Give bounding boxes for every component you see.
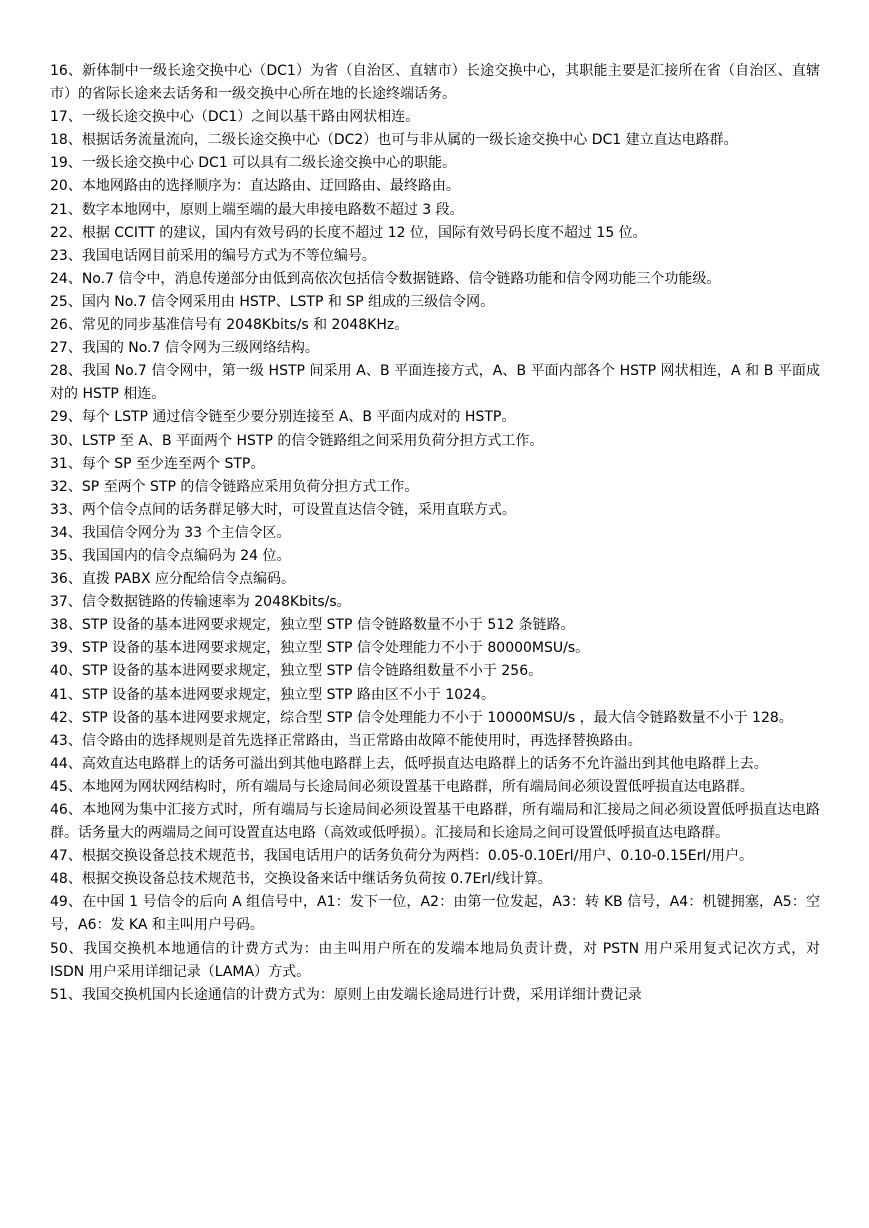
list-item: 31、每个 SP 至少连至两个 STP。: [50, 455, 265, 472]
list-item: 17、一级长途交换中心（DC1）之间以基干路由网状相连。: [50, 109, 420, 126]
list-item: 46、本地网为集中汇接方式时，所有端局与长途局间必须设置基干电路群，所有端局和汇接局之间必须设置低呼损直达电路群。话务量大的两端局之间可设置直达电路（高效或低呼损）。汇接局和长途局之间可设置低呼损直达电路群。: [50, 802, 820, 842]
list-item: 20、本地网路由的选择顺序为：直达路由、迂回路由、最终路由。: [50, 178, 460, 195]
list-item: 45、本地网为网状网结构时，所有端局与长途局间必须设置基干电路群，所有端局间必须设置低呼损直达电路群。: [50, 778, 754, 795]
list-item: 48、根据交换设备总技术规范书，交换设备来话中继话务负荷按 0.7Erl/线计算。: [50, 871, 552, 888]
list-item: 21、数字本地网中，原则上端至端的最大串接电路数不超过 3 段。: [50, 201, 464, 218]
list-item: 47、根据交换设备总技术规范书，我国电话用户的话务负荷分为两档：0.05-0.10Erl/用户、0.10-0.15Erl/用户。: [50, 848, 754, 865]
list-item: 29、每个 LSTP 通过信令链至少要分别连接至 A、B 平面内成对的 HSTP。: [50, 409, 516, 426]
list-item: 22、根据 CCITT 的建议，国内有效号码的长度不超过 12 位，国际有效号码长度不超过 15 位。: [50, 224, 647, 241]
list-item: 42、STP 设备的基本进网要求规定，综合型 STP 信令处理能力不小于 10000MSU/s ，最大信令链路数量不小于 128。: [50, 709, 793, 726]
list-item: 35、我国国内的信令点编码为 24 位。: [50, 547, 291, 564]
list-item: 37、信令数据链路的传输速率为 2048Kbits/s。: [50, 594, 351, 611]
list-item: 36、直拨 PABX 应分配给信令点编码。: [50, 571, 296, 588]
list-item: 38、STP 设备的基本进网要求规定，独立型 STP 信令链路数量不小于 512 条链路。: [50, 617, 575, 634]
list-item: 40、STP 设备的基本进网要求规定，独立型 STP 信令链路组数量不小于 256。: [50, 663, 543, 680]
list-item: 23、我国电话网目前采用的编号方式为不等位编号。: [50, 247, 376, 264]
list-item: 49、在中国 1 号信令的后向 A 组信号中，A1：发下一位，A2：由第一位发起，A3：转 KB 信号，A4：机键拥塞，A5：空号，A6：发 KA 和主叫用户号码。: [50, 894, 820, 934]
document-body: [50, 60, 820, 1007]
list-item: 30、LSTP 至 A、B 平面两个 HSTP 的信令链路组之间采用负荷分担方式工作。: [50, 432, 544, 449]
list-item: 44、高效直达电路群上的话务可溢出到其他电路群上去，低呼损直达电路群上的话务不允许溢出到其他电路群上去。: [50, 755, 768, 772]
list-item: 19、一级长途交换中心 DC1 可以具有二级长途交换中心的职能。: [50, 155, 457, 172]
list-item: 28、我国 No.7 信令网中，第一级 HSTP 间采用 A、B 平面连接方式，A、B 平面内部各个 HSTP 网状相连，A 和 B 平面成对的 HSTP 相连。: [50, 363, 820, 403]
list-item: 39、STP 设备的基本进网要求规定，独立型 STP 信令处理能力不小于 80000MSU/s。: [50, 640, 590, 657]
list-item: 51、我国交换机国内长途通信的计费方式为：原则上由发端长途局进行计费，采用详细计费记录: [50, 986, 642, 1003]
list-item: 50、我国交换机本地通信的计费方式为：由主叫用户所在的发端本地局负责计费，对 PSTN 用户采用复式记次方式，对 ISDN 用户采用详细记录（LAMA）方式。: [50, 940, 820, 980]
list-item: 24、No.7 信令中，消息传递部分由低到高依次包括信令数据链路、信令链路功能和信令网功能三个功能级。: [50, 270, 721, 287]
list-item: 27、我国的 No.7 信令网为三级网络结构。: [50, 340, 319, 357]
list-item: 26、常见的同步基准信号有 2048Kbits/s 和 2048KHz。: [50, 317, 409, 334]
list-item: 33、两个信令点间的话务群足够大时，可设置直达信令链，采用直联方式。: [50, 501, 516, 518]
list-item: 32、SP 至两个 STP 的信令链路应采用负荷分担方式工作。: [50, 478, 419, 495]
list-item: 16、新体制中一级长途交换中心（DC1）为省（自治区、直辖市）长途交换中心，其职能主要是汇接所在省（自治区、直辖市）的省际长途来去话务和一级交换中心所在地的长途终端话务。: [50, 63, 820, 103]
list-item: 25、国内 No.7 信令网采用由 HSTP、LSTP 和 SP 组成的三级信令网。: [50, 293, 495, 310]
list-item: 34、我国信令网分为 33 个主信令区。: [50, 524, 291, 541]
list-item: 41、STP 设备的基本进网要求规定，独立型 STP 路由区不小于 1024。: [50, 686, 496, 703]
list-item: 43、信令路由的选择规则是首先选择正常路由，当正常路由故障不能使用时，再选择替换路由。: [50, 732, 642, 749]
list-item: 18、根据话务流量流向，二级长途交换中心（DC2）也可与非从属的一级长途交换中心 DC1 建立直达电路群。: [50, 132, 738, 149]
